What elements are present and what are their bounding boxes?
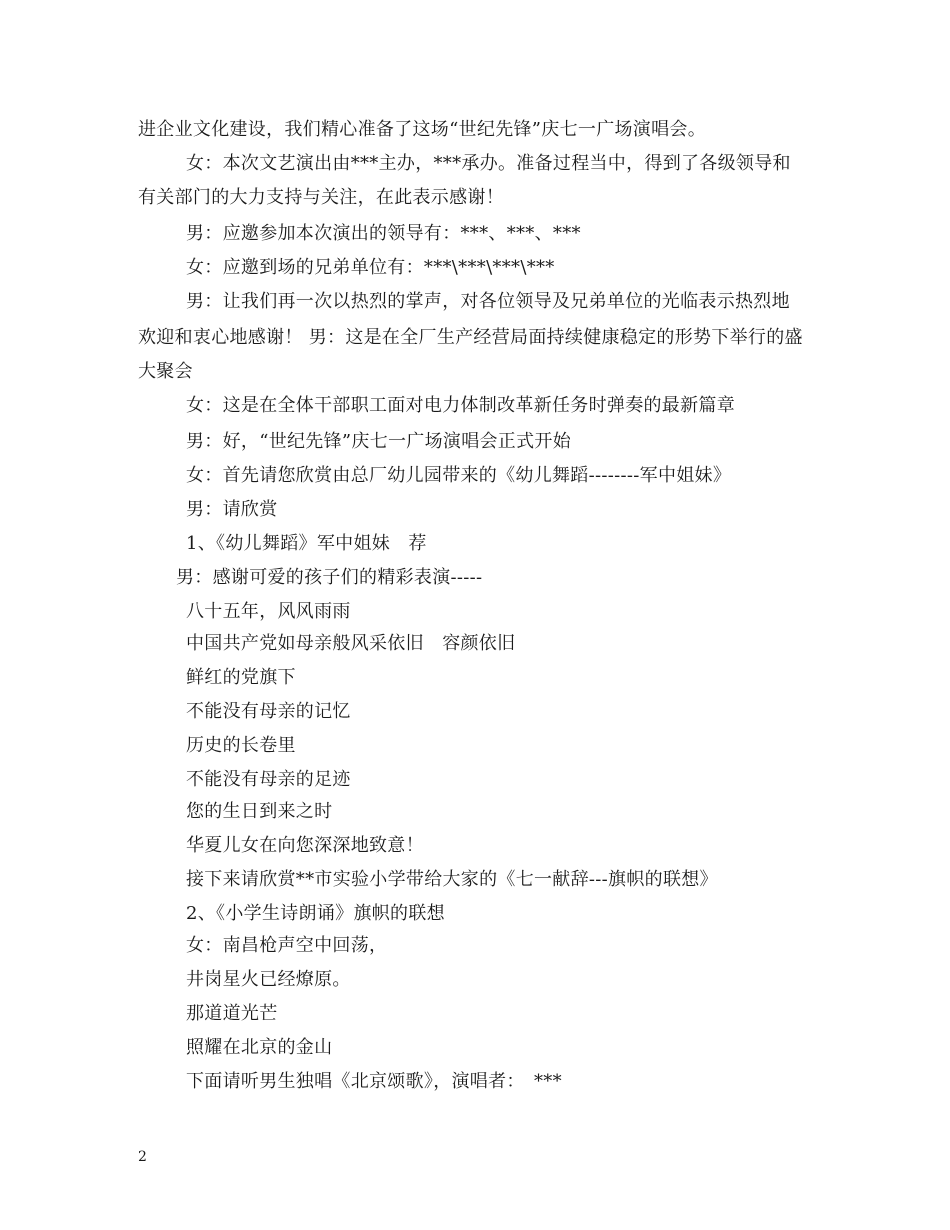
text-line: 照耀在北京的金山 [186, 1037, 333, 1058]
text-line: 男：应邀参加本次演出的领导有：***、***、*** [186, 223, 581, 244]
text-line: 男：请欣赏 [186, 499, 278, 520]
text-line: 女：本次文艺演出由***主办，***承办。准备过程当中，得到了各级领导和 [186, 153, 791, 174]
text-line: 您的生日到来之时 [186, 801, 333, 822]
text-line: 接下来请欣赏**市实验小学带给大家的《七一献辞---旗帜的联想》 [186, 869, 718, 890]
text-line: 不能没有母亲的记忆 [186, 701, 351, 722]
text-line: 进企业文化建设，我们精心准备了这场“世纪先锋”庆七一广场演唱会。 [138, 119, 707, 140]
text-line: 女：应邀到场的兄弟单位有：***\***\***\*** [186, 257, 555, 278]
text-line: 历史的长卷里 [186, 735, 296, 756]
text-line: 男：好，“世纪先锋”庆七一广场演唱会正式开始 [186, 431, 572, 452]
text-line: 1、《幼儿舞蹈》军中姐妹 荐 [186, 533, 427, 554]
text-line: 大聚会 [138, 361, 193, 382]
text-line: 那道道光芒 [186, 1003, 278, 1024]
text-line: 男：让我们再一次以热烈的掌声，对各位领导及兄弟单位的光临表示热烈地 [186, 291, 790, 312]
text-line: 鲜红的党旗下 [186, 667, 296, 688]
text-line: 井岗星火已经燎原。 [186, 969, 351, 990]
text-line: 男：感谢可爱的孩子们的精彩表演----- [176, 567, 483, 588]
text-line: 女：首先请您欣赏由总厂幼儿园带来的《幼儿舞蹈--------军中姐妹》 [186, 465, 732, 486]
text-line: 下面请听男生独唱《北京颂歌》，演唱者： *** [186, 1071, 562, 1092]
text-line: 八十五年，风风雨雨 [186, 601, 351, 622]
text-line: 华夏儿女在向您深深地致意！ [186, 835, 424, 856]
page-number: 2 [138, 1149, 147, 1165]
text-line: 女：南昌枪声空中回荡， [186, 935, 388, 956]
text-line: 欢迎和衷心地感谢！ 男：这是在全厂生产经营局面持续健康稳定的形势下举行的盛 [138, 327, 803, 348]
text-line: 不能没有母亲的足迹 [186, 769, 351, 790]
text-line: 2、《小学生诗朗诵》旗帜的联想 [186, 903, 445, 924]
text-line: 女：这是在全体干部职工面对电力体制改革新任务时弹奏的最新篇章 [186, 395, 735, 416]
text-line: 有关部门的大力支持与关注，在此表示感谢！ [138, 187, 504, 208]
text-line: 中国共产党如母亲般风采依旧 容颜依旧 [186, 633, 516, 654]
